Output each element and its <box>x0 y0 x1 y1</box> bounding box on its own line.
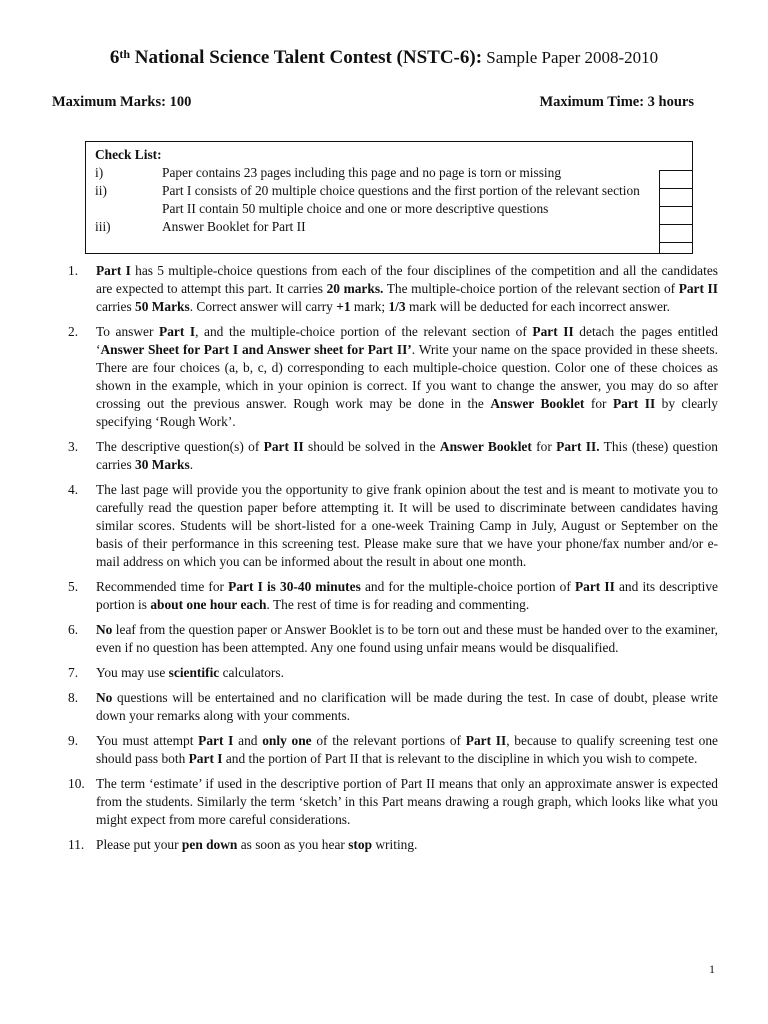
page-title <box>0 46 768 70</box>
instruction-item <box>68 732 718 768</box>
instruction-bold-text: stop <box>348 837 373 852</box>
checkbox[interactable] <box>660 170 692 188</box>
instruction-item <box>68 262 718 316</box>
instruction-text: calculators. <box>219 665 284 680</box>
instruction-item <box>68 323 718 431</box>
instruction-item <box>68 664 718 682</box>
instruction-number: 9. <box>68 733 79 748</box>
instruction-number: 4. <box>68 482 79 497</box>
instruction-bold-text: Part II. <box>556 439 600 454</box>
instruction-text: , because to qualify screening test one should pass both <box>96 733 718 766</box>
instruction-text: This (these) question carries <box>96 439 718 472</box>
instruction-number: 1. <box>68 263 79 278</box>
check-list-item-text: Paper contains 23 pages including this page and no page is torn or missing <box>162 165 562 180</box>
title-number: 6 <box>109 47 120 68</box>
instruction-text: . <box>189 457 194 472</box>
instruction-bold-text: Part I <box>198 733 234 748</box>
instruction-item <box>68 689 718 725</box>
instruction-text: , and the multiple-choice portion of the relevant section of <box>195 324 533 339</box>
instruction-bold-text: No <box>96 622 113 637</box>
instruction-text: Recommended time for <box>96 579 229 594</box>
instruction-item <box>68 836 718 854</box>
instruction-bold-text: about one hour each <box>150 597 267 612</box>
instruction-text: of the relevant portions of <box>311 733 466 748</box>
check-list-item-number: iii) <box>95 219 111 234</box>
instruction-text: for <box>531 439 557 454</box>
instruction-bold-text: Answer Booklet <box>439 439 532 454</box>
instruction-text: The descriptive question(s) of <box>96 439 264 454</box>
instruction-number: 8. <box>68 690 79 705</box>
instruction-text: and for the multiple-choice portion of <box>360 579 575 594</box>
instruction-bold-text: pen down <box>181 837 238 852</box>
instruction-bold-text: 50 Marks <box>135 299 190 314</box>
checkbox[interactable] <box>660 206 692 224</box>
instruction-bold-text: +1 <box>336 299 351 314</box>
checkbox-column <box>659 170 692 254</box>
check-list-title: Check List: <box>95 147 162 162</box>
instruction-text: has 5 multiple-choice questions from each of the four disciplines of the competition and all the candidates are expected to attempt this part. It carries <box>96 263 719 296</box>
instruction-bold-text: Part II <box>263 439 304 454</box>
instruction-bold-text: 30 Marks <box>135 457 190 472</box>
instruction-text: writing. <box>372 837 418 852</box>
instruction-text: for <box>584 396 613 411</box>
instruction-text: You may use <box>96 665 169 680</box>
instruction-text: The term ‘estimate’ if used in the descriptive portion of Part II means that only an approximate answer is expected from the students. Similarly the term ‘sketch’ in this Part means drawing a rough graph, which looks like what you might expect from more careful considerations. <box>96 776 718 827</box>
instruction-text: and <box>233 733 263 748</box>
checkbox[interactable] <box>660 242 692 254</box>
instruction-text: leaf from the question paper or Answer Booklet is to be torn out and these must be handed over to the examiner, even if no question has been attempted. Any one found using unfair means would be disqualified. <box>96 622 718 655</box>
instruction-number: 7. <box>68 665 79 680</box>
instruction-text: To answer <box>96 324 160 339</box>
instruction-text: and the portion of Part II that is relevant to the discipline in which you wish to compete. <box>222 751 698 766</box>
instruction-bold-text: No <box>96 690 113 705</box>
instruction-number: 11. <box>68 837 85 852</box>
checkbox[interactable] <box>660 224 692 242</box>
instruction-bold-text: Part II <box>574 579 615 594</box>
instruction-bold-text: Part II <box>532 324 574 339</box>
check-list-item-number: i) <box>95 165 104 180</box>
instruction-bold-text: Part II <box>612 396 656 411</box>
instructions-list <box>68 262 718 861</box>
instruction-number: 10. <box>68 776 85 791</box>
instruction-number: 3. <box>68 439 79 454</box>
instruction-bold-text: scientific <box>168 665 220 680</box>
instruction-text: mark will be deducted for each incorrect answer. <box>405 299 670 314</box>
instruction-item <box>68 775 718 829</box>
checkbox[interactable] <box>660 188 692 206</box>
instruction-text: and its descriptive portion is <box>96 579 718 612</box>
instruction-item <box>68 481 718 571</box>
check-list-item-number: ii) <box>95 183 107 198</box>
instruction-text: Please put your <box>96 837 182 852</box>
instruction-text: The multiple-choice portion of the relevant section of <box>383 281 679 296</box>
instruction-text: as soon as you hear <box>237 837 349 852</box>
instruction-bold-text: Part I <box>96 263 131 278</box>
instruction-bold-text: 1/3 <box>388 299 406 314</box>
instruction-item <box>68 578 718 614</box>
instruction-bold-text: Part II <box>678 281 718 296</box>
instruction-bold-text: Part II <box>465 733 507 748</box>
check-list-item-text: Part I consists of 20 multiple choice questions and the first portion of the relevant section Part II contain 50 multiple choice and one or more descriptive questions <box>162 183 640 216</box>
title-superscript: th <box>119 47 131 61</box>
instruction-bold-text: Answer Booklet <box>490 396 585 411</box>
check-list-box <box>85 141 693 254</box>
instruction-text: . The rest of time is for reading and commenting. <box>266 597 530 612</box>
instruction-text: questions will be entertained and no clarification will be made during the test. In case of doubt, please write down your remarks along with your comments. <box>96 690 718 723</box>
title-main: National Science Talent Contest (NSTC-6): <box>130 47 483 68</box>
instruction-number: 5. <box>68 579 79 594</box>
check-list-item-text: Answer Booklet for Part II <box>162 219 306 234</box>
instruction-bold-text: Answer Sheet for Part I and Answer sheet for Part II’ <box>100 342 412 357</box>
instruction-text: carries <box>96 299 136 314</box>
instruction-bold-text: Part I is 30-40 minutes <box>228 579 361 594</box>
instruction-text: detach the pages entitled ‘ <box>96 324 718 357</box>
instruction-text: The last page will provide you the opportunity to give frank opinion about the test and is meant to motivate you to carefully read the question paper before attempting it. It will be used to discriminate between candidates having similar scores. Students will be short-listed for a one-week Training Camp in July, August or September on the basis of their performance in this screening test. Please make sure that we have your phone/fax number and/or e-mail address on which you can be informed about the result in about one month. <box>96 482 718 569</box>
instruction-bold-text: Part I <box>159 324 196 339</box>
instruction-text: You must attempt <box>96 733 199 748</box>
instruction-text: . Write your name on the space provided in these sheets. There are four choices (a, b, c, d) corresponding to each multiple-choice question. Color one of these choices as shown in the example, which in your opinion is correct. If you want to change the answer, you may do so after crossing out the previous answer. Rough work may be done in the <box>96 342 718 411</box>
instruction-text: should be solved in the <box>303 439 440 454</box>
title-subtitle: Sample Paper 2008-2010 <box>482 48 659 67</box>
page-number: 1 <box>709 962 715 976</box>
instruction-bold-text: only one <box>262 733 312 748</box>
instruction-text: . Correct answer will carry <box>189 299 337 314</box>
maximum-marks: Maximum Marks: 100 <box>52 94 192 110</box>
instruction-number: 6. <box>68 622 79 637</box>
instruction-text: mark; <box>350 299 389 314</box>
instruction-text: by clearly specifying ‘Rough Work’. <box>96 396 718 429</box>
maximum-time: Maximum Time: 3 hours <box>539 94 694 110</box>
instruction-item <box>68 621 718 657</box>
instruction-bold-text: Part I <box>188 751 223 766</box>
instruction-item <box>68 438 718 474</box>
instruction-number: 2. <box>68 324 79 339</box>
instruction-bold-text: 20 marks. <box>326 281 384 296</box>
